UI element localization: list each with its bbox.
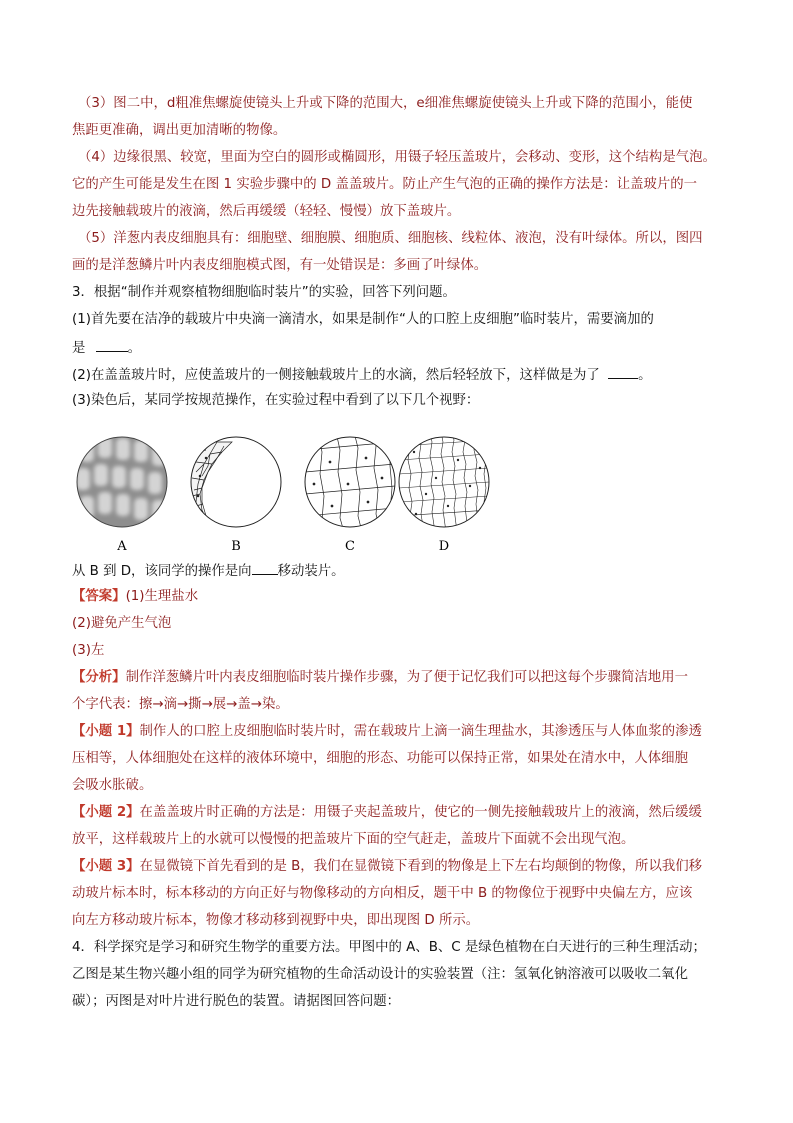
question-4-line-3: 碳）；丙图是对叶片进行脱色的装置。请据图回答问题：	[72, 994, 401, 1009]
answer-line-3-2: 焦距更准确，调出更加清晰的物像。	[72, 123, 287, 138]
question-4-line-2: 乙图是某生物兴趣小组的同学为研究植物的生命活动设计的实验装置（注：氢氧化钠溶液可以吸收二氧化	[72, 967, 688, 982]
subquestion-3-tag: 【小题 3】	[72, 859, 140, 874]
answer-line-3: (3)左	[72, 643, 105, 658]
answer-line-2: (2)避免产生气泡	[72, 616, 172, 631]
subquestion-2-tag: 【小题 2】	[72, 805, 140, 820]
view-label-d: D	[438, 539, 450, 554]
microscope-views-figure	[72, 432, 512, 556]
subquestion-1-line-2: 压相等，人体细胞处在这样的液体环境中，细胞的形态、功能可以保持正常，如果处在清水中，人体细胞	[72, 751, 688, 766]
question-3-part-1: (1)首先要在洁净的载玻片中央滴一滴清水，如果是制作“人的口腔上皮细胞”临时装片，需要滴加的	[72, 312, 654, 327]
analysis-line-1	[72, 668, 732, 688]
text-fragment: 。	[127, 341, 142, 356]
subquestion-3-line-1	[72, 857, 732, 877]
text-fragment: 是	[72, 341, 86, 356]
subquestion-1-line-3: 会吸水胀破。	[72, 778, 153, 793]
subquestion-1-text: 制作人的口腔上皮细胞临时装片时，需在载玻片上滴一滴生理盐水，其渗透压与人体血浆的渗透	[139, 724, 702, 739]
subquestion-2-line-1	[72, 803, 732, 823]
answer-line-5-1: （5）洋葱内表皮细胞具有：细胞壁、细胞膜、细胞质、细胞核、线粒体、液泡，没有叶绿体。所以，图四	[78, 231, 703, 246]
view-d-cells-centered-dense	[399, 432, 489, 532]
subquestion-3-line-3: 向左方移动玻片标本，物像才移动移到视野中央，即出现图 D 所示。	[72, 913, 480, 928]
subquestion-2-line-2: 放平，这样载玻片上的水就可以慢慢的把盖玻片下面的空气赶走，盖玻片下面就不会出现气泡。	[72, 832, 635, 847]
text-fragment: 。	[638, 368, 652, 383]
question-3-part-3: (3)染色后，某同学按规范操作，在实验过程中看到了以下几个视野：	[72, 393, 480, 408]
text-fragment: 从 B 到 D，该同学的操作是向	[72, 564, 252, 579]
answer-line-5-2: 画的是洋葱鳞片叶内表皮细胞模式图，有一处错误是：多画了叶绿体。	[72, 258, 488, 273]
view-a-blurry-cells	[76, 436, 167, 527]
answer-text: (1)生理盐水	[125, 589, 199, 604]
question-4-line-1: 4．科学探究是学习和研究生物学的重要方法。甲图中的 A、B、C 是绿色植物在白天进行的三种生理活动；	[72, 940, 706, 955]
subquestion-3-line-2: 动玻片标本时，标本移动的方向正好与物像移动的方向相反，题干中 B 的物像位于视野中央偏左方，应该	[72, 886, 693, 901]
view-b-cells-left	[191, 437, 281, 527]
answer-blank	[252, 560, 278, 575]
question-3-part-3-cont	[72, 560, 732, 582]
microscope-views-svg	[72, 432, 512, 556]
view-label-b: B	[231, 539, 241, 554]
answer-tag: 【答案】	[72, 589, 126, 604]
text-fragment: 移动装片。	[277, 564, 345, 579]
subquestion-3-text: 在显微镜下首先看到的是 B，我们在显微镜下看到的物像是上下左右均颠倒的物像，所以我们移	[139, 859, 703, 874]
answer-blank	[96, 337, 128, 352]
answer-line-1	[72, 587, 732, 607]
text-fragment: (2)在盖盖玻片时，应使盖玻片的一侧接触载玻片上的水滴，然后轻轻放下，这样做是为了	[72, 368, 600, 383]
answer-line-4-1: （4）边缘很黑、较宽，里面为空白的圆形或椭圆形，用镊子轻压盖玻片，会移动、变形，这个结构是气泡。	[78, 150, 716, 165]
question-3-part-1-cont	[72, 337, 732, 359]
answer-line-3-1: （3）图二中，d粗准焦螺旋使镜头上升或下降的范围大，e细准焦螺旋使镜头上升或下降的范围小，能使	[78, 96, 693, 111]
view-label-c: C	[345, 539, 355, 554]
view-label-a: A	[117, 539, 127, 554]
subquestion-1-line-1	[72, 722, 732, 742]
subquestion-2-text: 在盖盖玻片时正确的方法是：用镊子夹起盖玻片，使它的一侧先接触载玻片上的液滴，然后缓缓	[139, 805, 702, 820]
subquestion-1-tag: 【小题 1】	[72, 724, 140, 739]
view-c-cells-centered-large	[305, 432, 395, 532]
answer-blank	[608, 364, 638, 379]
answer-line-4-2: 它的产生可能是发生在图 1 实验步骤中的 D 盖盖玻片。防止产生气泡的正确的操作方法是：让盖玻片的一	[72, 177, 698, 192]
question-3-stem: 3．根据“制作并观察植物细胞临时装片”的实验，回答下列问题。	[72, 285, 456, 300]
analysis-text: 制作洋葱鳞片叶内表皮细胞临时装片操作步骤，为了便于记忆我们可以把这每个步骤简洁地用一	[125, 670, 688, 685]
analysis-line-2: 个字代表：擦→滴→撕→展→盖→染。	[72, 697, 289, 712]
question-3-part-2	[72, 364, 732, 386]
analysis-tag: 【分析】	[72, 670, 126, 685]
answer-line-4-3: 边先接触载玻片的液滴，然后再缓缓（轻轻、慢慢）放下盖玻片。	[72, 204, 461, 219]
